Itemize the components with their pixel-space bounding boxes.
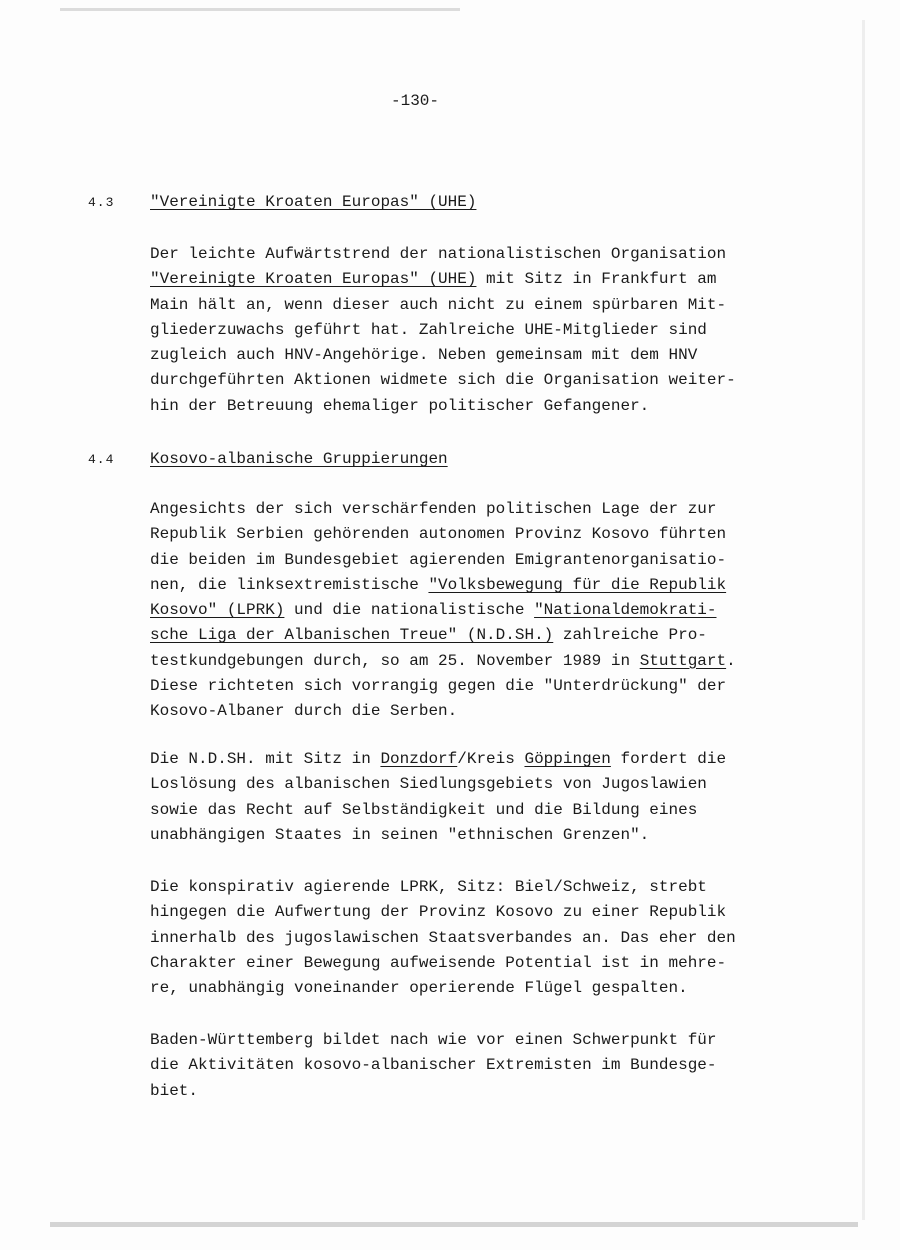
text-line: hin der Betreuung ehemaliger politischer Gefangener. xyxy=(150,396,650,415)
section-number-4-3: 4.3 xyxy=(88,195,115,210)
text-line: re, unabhängig voneinander operierende Flügel gespalten. xyxy=(150,979,688,998)
underlined-org-name: "Volksbewegung für die Republik xyxy=(428,575,727,594)
paragraph-kosovo-intro xyxy=(150,497,830,725)
underlined-place-name: Göppingen xyxy=(524,750,611,768)
scan-edge-right xyxy=(862,20,865,1220)
text-line: innerhalb des jugoslawischen Staatsverbandes an. Das eher den xyxy=(150,928,736,947)
text-line: gliederzuwachs geführt hat. Zahlreiche UHE-Mitglieder sind xyxy=(150,320,707,339)
text-line: Kosovo-Albaner durch die Serben. xyxy=(150,702,458,721)
paragraph-uhe xyxy=(150,242,830,419)
text-line: sowie das Recht auf Selbständigkeit und die Bildung eines xyxy=(150,800,698,819)
text-line: Angesichts der sich verschärfenden politischen Lage der zur xyxy=(150,500,717,518)
underlined-place-name: Donzdorf xyxy=(380,750,458,768)
text-line: zugleich auch HNV-Angehörige. Neben gemeinsam mit dem HNV xyxy=(150,346,698,365)
text-line: sche Liga der Albanischen Treue" (N.D.SH.) zahlreiche Pro- xyxy=(150,626,707,645)
paragraph-lprk xyxy=(150,875,830,1001)
text-line: nen, die linksextremistische "Volksbewegung für die Republik xyxy=(150,575,727,594)
underlined-org-name: sche Liga der Albanischen Treue" (N.D.SH.) xyxy=(150,626,554,645)
text-line: unabhängigen Staates in seinen "ethnischen Grenzen". xyxy=(150,825,650,844)
text-line: Baden-Württemberg bildet nach wie vor einen Schwerpunkt für xyxy=(150,1031,717,1049)
paragraph-ndsh xyxy=(150,747,830,848)
underlined-org-name: "Nationaldemokrati- xyxy=(534,601,717,620)
text-line: testkundgebungen durch, so am 25. November 1989 in Stuttgart. xyxy=(150,651,736,670)
text-line: die beiden im Bundesgebiet agierenden Emigrantenorganisatio- xyxy=(150,550,727,569)
section-number-4-4: 4.4 xyxy=(88,452,115,467)
section-title-kosovo: Kosovo-albanische Gruppierungen xyxy=(150,450,448,468)
underlined-org-name: "Vereinigte Kroaten Europas" (UHE) xyxy=(150,270,477,289)
section-title-uhe: "Vereinigte Kroaten Europas" (UHE) xyxy=(150,193,477,211)
text-line: Diese richteten sich vorrangig gegen die "Unterdrückung" der xyxy=(150,677,727,696)
text-line: Der leichte Aufwärtstrend der nationalistischen Organisation xyxy=(150,245,727,263)
text-line: Charakter einer Bewegung aufweisende Potential ist in mehre- xyxy=(150,953,727,972)
text-line: Die konspirativ agierende LPRK, Sitz: Biel/Schweiz, strebt xyxy=(150,878,707,896)
text-line: biet. xyxy=(150,1081,199,1100)
text-line: Kosovo" (LPRK) und die nationalistische "Nationaldemokrati- xyxy=(150,601,717,620)
page-number: -130- xyxy=(390,92,439,110)
scan-edge-top xyxy=(60,8,460,11)
text-line: durchgeführten Aktionen widmete sich die Organisation weiter- xyxy=(150,371,736,390)
text-line: die Aktivitäten kosovo-albanischer Extremisten im Bundesge- xyxy=(150,1056,717,1075)
text-line: Main hält an, wenn dieser auch nicht zu einem spürbaren Mit- xyxy=(150,295,727,314)
paragraph-baden-wuerttemberg xyxy=(150,1028,830,1104)
text-line: Die N.D.SH. mit Sitz in Donzdorf/Kreis Göppingen fordert die xyxy=(150,750,727,768)
scan-edge-bottom xyxy=(50,1222,858,1227)
underlined-org-name: Kosovo" (LPRK) xyxy=(150,601,285,620)
text-line: Republik Serbien gehörenden autonomen Provinz Kosovo führten xyxy=(150,525,727,544)
underlined-place-name: Stuttgart xyxy=(639,651,727,670)
text-line: hingegen die Aufwertung der Provinz Kosovo zu einer Republik xyxy=(150,903,727,922)
text-line: Loslösung des albanischen Siedlungsgebiets von Jugoslawien xyxy=(150,775,707,794)
text-line: "Vereinigte Kroaten Europas" (UHE) mit Sitz in Frankfurt am xyxy=(150,270,717,289)
